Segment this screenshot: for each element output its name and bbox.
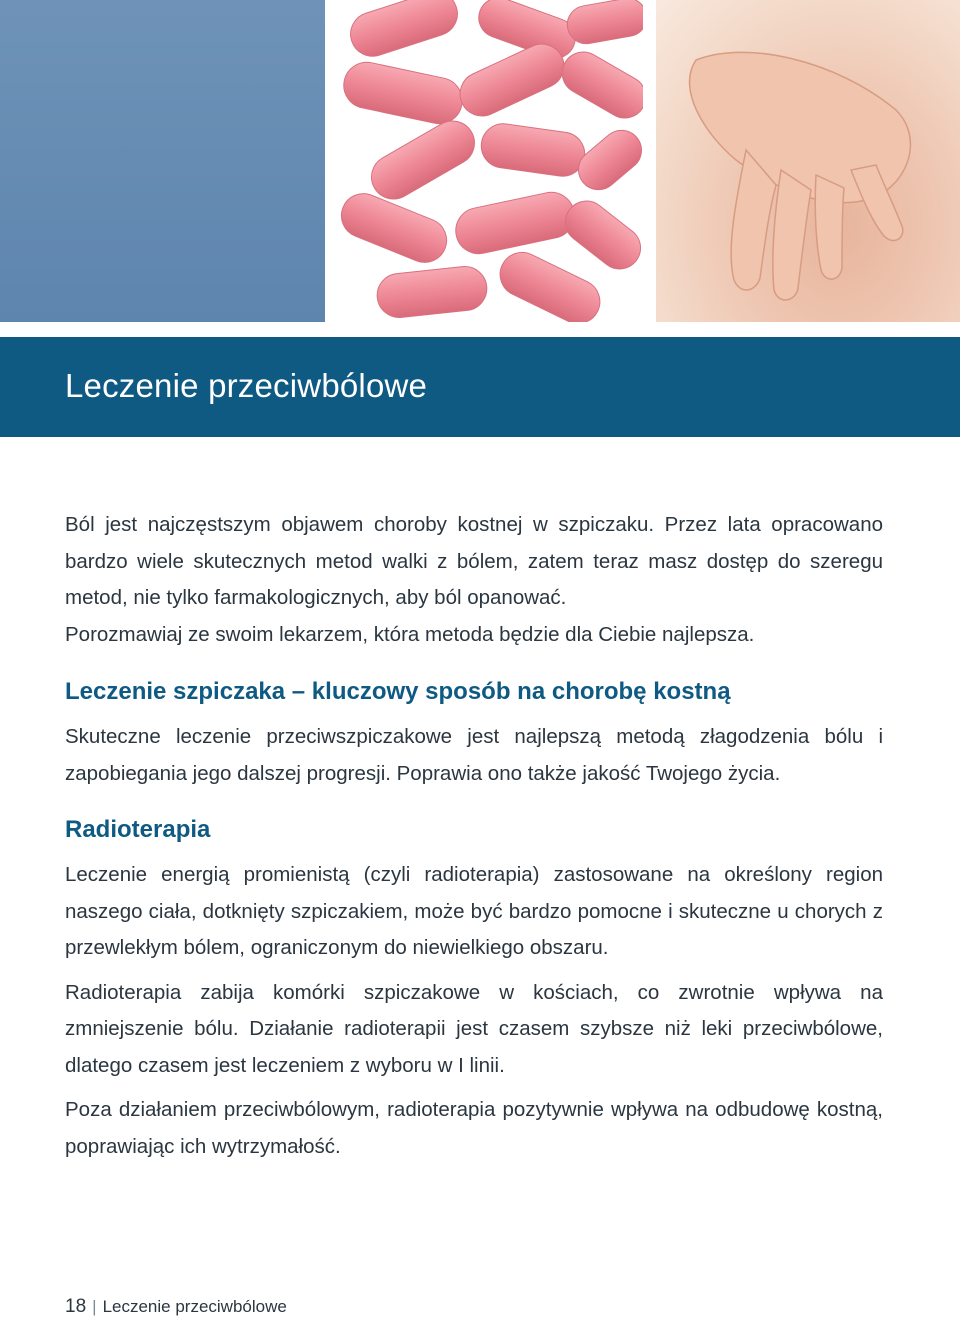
page-footer — [65, 1296, 287, 1318]
radiotherapy-paragraph-3: Poza działaniem przeciwbólowym, radioterapia pozytywnie wpływa na odbudowę kostną, poprawiając ich wytrzymałość. — [65, 1098, 883, 1158]
section-body-treatment: Skuteczne leczenie przeciwszpiczakowe jest najlepszą metodą złagodzenia bólu i zapobiegania jego dalszej progresji. Poprawia ono także jakość Twojego życia. — [65, 725, 883, 785]
page-number: 18 — [65, 1296, 87, 1317]
hand-massage-photo — [656, 0, 960, 322]
footer-section-name: Leczenie przeciwbólowe — [102, 1297, 287, 1316]
section-heading-radiotherapy: Radioterapia — [65, 816, 211, 843]
footer-separator: | — [92, 1297, 97, 1316]
hand-illustration — [656, 0, 960, 322]
title-band — [0, 337, 960, 437]
pills-photo — [337, 0, 643, 322]
page-title: Leczenie przeciwbólowe — [65, 367, 428, 404]
decorative-blue-block — [0, 0, 325, 322]
main-content — [65, 507, 883, 1165]
pills-illustration — [337, 0, 643, 322]
section-heading-treatment: Leczenie szpiczaka – kluczowy sposób na chorobę kostną — [65, 678, 731, 705]
intro-paragraph-last: Porozmawiaj ze swoim lekarzem, która metoda będzie dla Ciebie najlepsza. — [65, 622, 755, 646]
intro-paragraph: Ból jest najczęstszym objawem choroby kostnej w szpiczaku. Przez lata opracowano bardzo wiele skutecznych metod walki z bólem, zatem teraz masz dostęp do szeregu metod, nie tylko farmakologicznych, aby ból opanować. — [65, 513, 883, 609]
radiotherapy-paragraph-2: Radioterapia zabija komórki szpiczakowe w kościach, co zwrotnie wpływa na zmniejszenie bólu. Działanie radioterapii jest czasem szybsze niż leki przeciwbólowe, dlatego czasem jest leczeniem z wyboru w I linii. — [65, 980, 883, 1077]
radiotherapy-paragraph-1: Leczenie energią promienistą (czyli radioterapia) zastosowane na określony region naszego ciała, dotknięty szpiczakiem, może być bardzo pomocne i skuteczne u chorych z przewlekłym bólem, ograniczonym do niewielkiego obszaru. — [65, 863, 883, 959]
